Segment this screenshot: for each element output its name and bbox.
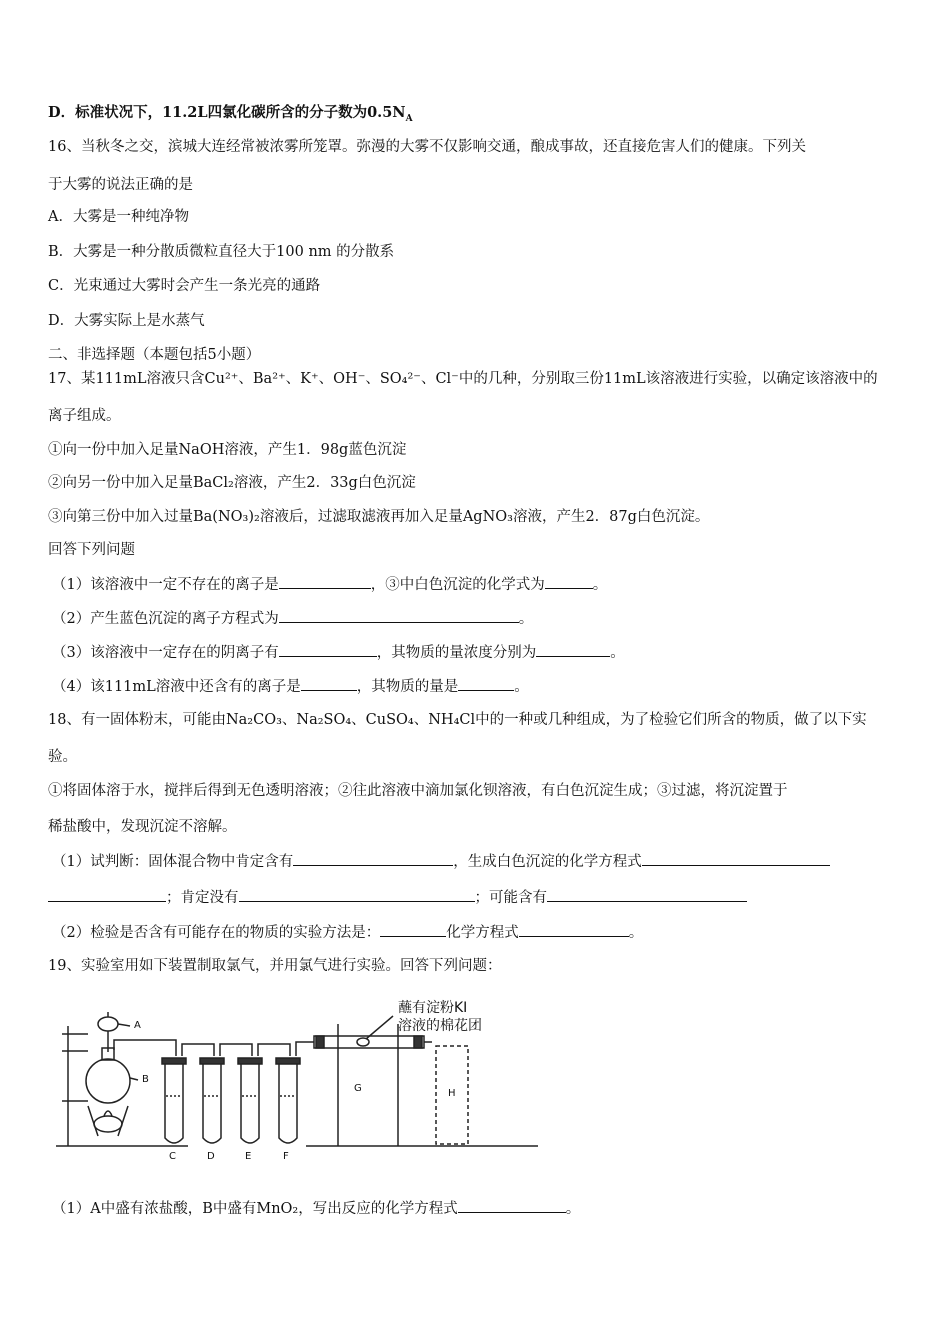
label-a: A xyxy=(134,1020,141,1031)
round-bottom-flask xyxy=(86,1059,130,1103)
cotton-ball xyxy=(357,1038,369,1046)
section-2-heading: 二、非选择题（本题包括5小题） xyxy=(48,347,261,363)
label-d: D xyxy=(207,1151,215,1162)
answer-blank[interactable] xyxy=(547,888,747,902)
answer-blank[interactable] xyxy=(380,923,446,937)
separatory-funnel xyxy=(98,1017,118,1031)
test-tube-d xyxy=(200,1058,224,1143)
answer-blank[interactable] xyxy=(536,643,610,657)
label-g: G xyxy=(354,1083,362,1094)
chlorine-apparatus-diagram xyxy=(48,996,538,1166)
q19-stem: 19、实验室用如下装置制取氯气，并用氯气进行实验。回答下列问题： xyxy=(48,958,502,974)
q19-part-1: （1）A中盛有浓盐酸，B中盛有MnO₂，写出反应的化学方程式 。 xyxy=(52,1201,581,1217)
q18-part-2: （2）检验是否含有可能存在的物质的实验方法是： 化学方程式 。 xyxy=(52,925,644,941)
q17-stem-line2: 离子组成。 xyxy=(48,408,121,424)
annotation-starch-ki: 蘸有淀粉KI xyxy=(398,1000,468,1016)
annotation-cotton: 溶液的棉花团 xyxy=(398,1018,482,1034)
answer-blank[interactable] xyxy=(301,677,357,691)
test-tube-c xyxy=(162,1058,186,1143)
q16-option-b: B．大雾是一种分散质微粒直径大于100 nm 的分散系 xyxy=(48,244,395,260)
answer-blank[interactable] xyxy=(642,852,830,866)
answer-blank[interactable] xyxy=(458,677,514,691)
answer-blank[interactable] xyxy=(293,852,453,866)
answer-blank[interactable] xyxy=(48,888,166,902)
q17-part-1: （1）该溶液中一定不存在的离子是 ，③中白色沉淀的化学式为 。 xyxy=(52,577,608,593)
q17-step-1: ①向一份中加入足量NaOH溶液，产生1．98g蓝色沉淀 xyxy=(48,442,407,458)
q18-part-1-line1: （1）试判断：固体混合物中肯定含有 ，生成白色沉淀的化学方程式 xyxy=(52,852,830,871)
q17-part-3: （3）该溶液中一定存在的阴离子有 ，其物质的量浓度分别为 。 xyxy=(52,645,625,661)
q18-procedure-line1: ①将固体溶于水，搅拌后得到无色透明溶液；②往此溶液中滴加氯化钡溶液，有白色沉淀生成；③过滤，将沉淀置于 xyxy=(48,783,788,799)
q18-stem-line2: 验。 xyxy=(48,749,77,765)
q17-step-3: ③向第三份中加入过量Ba(NO₃)₂溶液后，过滤取滤液再加入足量AgNO₃溶液，产生2．87g白色沉淀。 xyxy=(48,509,710,525)
answer-blank[interactable] xyxy=(279,575,371,589)
label-b: B xyxy=(142,1074,149,1085)
answer-blank[interactable] xyxy=(239,888,475,902)
q18-part-1-line2: ；肯定没有 ；可能含有 xyxy=(48,888,747,907)
answer-blank[interactable] xyxy=(279,609,519,623)
test-tube-f xyxy=(276,1058,300,1143)
answer-blank[interactable] xyxy=(519,923,629,937)
q16-stem-line1: 16、当秋冬之交，滨城大连经常被浓雾所笼罩。弥漫的大雾不仅影响交通，酿成事故，还直接危害人们的健康。下列关 xyxy=(48,139,806,155)
q17-part-2: （2）产生蓝色沉淀的离子方程式为 。 xyxy=(52,611,534,627)
q17-part-4: （4）该111mL溶液中还含有的离子是 ，其物质的量是 。 xyxy=(52,679,529,695)
q15-option-d: D．标准状况下，11.2L四氯化碳所含的分子数为$0.5N_A$ xyxy=(48,104,413,124)
test-tube-e xyxy=(238,1058,262,1143)
q17-answer-prompt: 回答下列问题 xyxy=(48,542,135,558)
label-c: C xyxy=(169,1151,176,1162)
q16-option-a: A．大雾是一种纯净物 xyxy=(48,209,189,225)
q16-option-c: C．光束通过大雾时会产生一条光亮的通路 xyxy=(48,278,321,294)
label-e: E xyxy=(245,1151,252,1162)
q17-step-2: ②向另一份中加入足量BaCl₂溶液，产生2．33g白色沉淀 xyxy=(48,475,416,491)
q18-procedure-line2: 稀盐酸中，发现沉淀不溶解。 xyxy=(48,819,237,835)
q16-stem-line2: 于大雾的说法正确的是 xyxy=(48,177,193,193)
q18-stem-line1: 18、有一固体粉末，可能由Na₂CO₃、Na₂SO₄、CuSO₄、NH₄Cl中的一种或几种组成，为了检验它们所含的物质，做了以下实 xyxy=(48,712,867,728)
answer-blank[interactable] xyxy=(545,575,593,589)
q17-stem-line1: 17、某111mL溶液只含Cu²⁺、Ba²⁺、K⁺、OH⁻、SO₄²⁻、Cl⁻中的几种，分别取三份11mL该溶液进行实验，以确定该溶液中的 xyxy=(48,371,878,387)
label-h: H xyxy=(448,1088,456,1099)
label-f: F xyxy=(283,1151,289,1162)
answer-blank[interactable] xyxy=(458,1199,566,1213)
q16-option-d: D．大雾实际上是水蒸气 xyxy=(48,313,205,329)
answer-blank[interactable] xyxy=(279,643,377,657)
alcohol-lamp xyxy=(94,1116,122,1132)
